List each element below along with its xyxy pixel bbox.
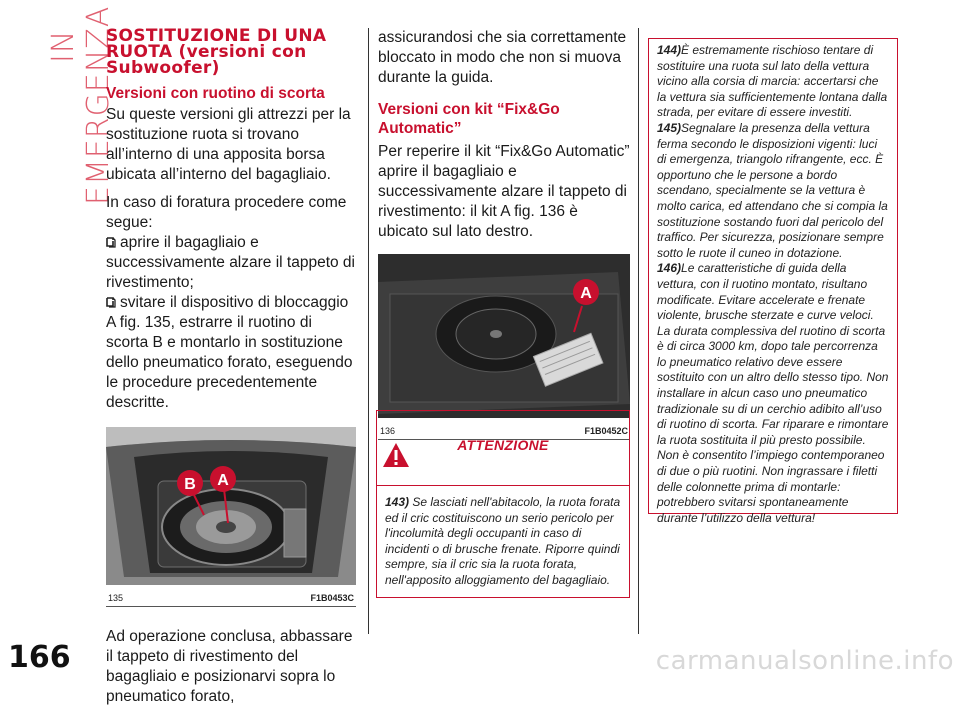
- warning-text: [377, 486, 629, 595]
- note-ref: 146): [657, 261, 682, 276]
- column-1: [106, 28, 356, 715]
- paragraph: In caso di foratura procedere come segue:: [106, 194, 347, 231]
- page-number: 166: [8, 640, 71, 675]
- column-divider: [368, 28, 369, 634]
- bullet-icon: [106, 297, 116, 307]
- note-text: Segnalare la presenza della vettura ferma secondo le disposizioni vigenti: luci di emergenza, triangolo rifrangente, ecc. È opportuno che le persone a bordo scendano, specialmente se la vettura è molto carica, ed attendano che si compia la sostituzione sostando fuori dal pericolo del traffico. Per sicurezza, posizionare sempre sotto le ruote il cuneo in dotazione.: [657, 120, 888, 260]
- notes-content: [649, 39, 897, 532]
- section-title: SOSTITUZIONE DI UNA RUOTA (versioni con Subwoofer): [106, 26, 327, 78]
- warning-header: [377, 411, 629, 486]
- note-text: È estremamente rischioso tentare di sostituire una ruota sul lato della vettura vicino alla corsia di marcia: accertarsi che la vettura sia sufficientemente lontana dalla strada, per evitare di essere investiti.: [657, 43, 888, 120]
- paragraph: Su queste versioni gli attrezzi per la sostituzione ruota si trovano all’interno di una apposita borsa ubicata all’interno del bagagliaio.: [106, 106, 351, 183]
- note-ref: 145): [657, 120, 682, 135]
- trunk-spare-wheel-illustration: [106, 427, 356, 585]
- subsection-title: Versioni con kit “Fix&Go Automatic”: [378, 101, 560, 137]
- figure-number: 136: [380, 426, 396, 436]
- list-item: [106, 293, 356, 413]
- note: [657, 43, 889, 121]
- column-divider: [638, 28, 639, 634]
- bullet-icon: [106, 237, 116, 247]
- notes-box: [648, 38, 898, 525]
- fix-and-go-kit-illustration: [378, 254, 630, 418]
- list-item: [106, 233, 356, 293]
- paragraph: Per reperire il kit “Fix&Go Automatic” aprire il bagagliaio e successivamente alzare il tappeto di rivestimento: il kit A fig. 136 è ubicato sul lato destro.: [378, 143, 630, 240]
- note-ref: 143): [385, 495, 410, 509]
- warning-title: ATTENZIONE: [457, 437, 549, 453]
- note-text: Le caratteristiche di guida della vettura, con il ruotino montato, risultano modificate. Evitare accelerate e frenate violente, brusche sterzate e curve veloci. La durata complessiva del ruotino di scorta è di circa 3000 km, dopo tale percorrenza lo pneumatico relativo deve essere sostituito con un altro dello stesso tipo. Non installare in alcun caso uno pneumatico tradizionale su di un cerchio adibito all’uso di ruotino di scorta. Far riparare e rimontare la ruota sostituita il più presto possibile. Non è consentito l’impiego contemporaneo di due o più ruotini. Non ingrassare i filetti delle colonnette prima di montarle: potrebbero svitarsi spontaneamente durante l’utilizzo della vettura!: [657, 261, 889, 525]
- paragraph: Ad operazione conclusa, abbassare il tappeto di rivestimento del bagagliaio e posizionarvi sopra lo pneumatico forato,: [106, 628, 353, 705]
- note: [657, 261, 889, 526]
- note-text: Se lasciati nell'abitacolo, la ruota forata ed il cric costituiscono un serio pericolo per l'incolumità degli occupanti in caso di incidenti o di brusche frenate. Riporre quindi sempre, sia il cric sia la ruota forata, nell'apposito alloggiamento del bagagliaio.: [385, 495, 621, 587]
- callout-a: A: [217, 472, 229, 489]
- figure-code: F1B0453C: [310, 593, 354, 603]
- note-ref: 144): [657, 43, 682, 57]
- warning-box: [376, 410, 630, 598]
- paragraph: assicurandosi che sia correttamente bloccato in modo che non si muova durante la guida.: [378, 29, 627, 86]
- figure-code: F1B0452C: [584, 426, 628, 436]
- list-item-text: svitare il dispositivo di bloccaggio A fig. 135, estrarre il ruotino di scorta B e montarlo in sostituzione dello pneumatico forato, eseguendo le procedure precedentemente descritte.: [106, 294, 353, 411]
- watermark: carmanualsonline.info: [655, 646, 954, 676]
- figure-number: 135: [108, 593, 124, 603]
- note: [657, 121, 889, 261]
- section-label: IN EMERGENZA: [46, 5, 116, 205]
- column-2: [378, 28, 630, 440]
- callout-a: A: [580, 285, 592, 302]
- figure-caption: [106, 590, 356, 606]
- list-item-text: aprire il bagagliaio e successivamente alzare il tappeto di rivestimento;: [106, 234, 355, 291]
- subsection-title: Versioni con ruotino di scorta: [106, 85, 325, 102]
- figure-135: [106, 427, 356, 607]
- callout-b: B: [184, 476, 196, 493]
